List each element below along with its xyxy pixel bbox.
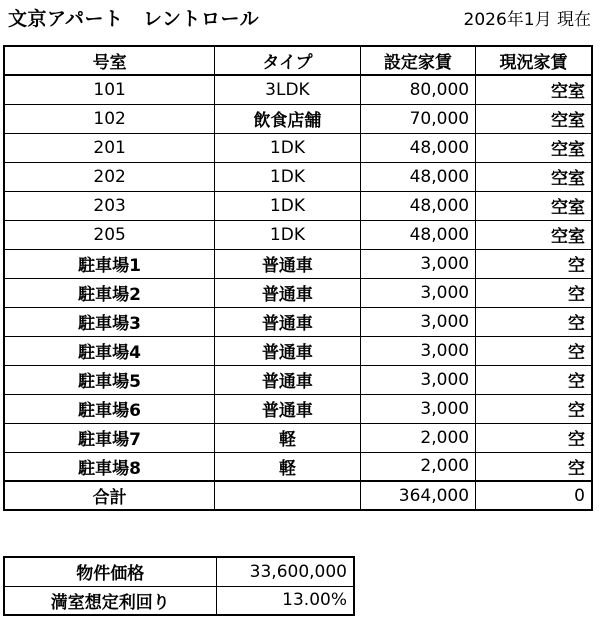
room-cell: 駐車場3 [4, 307, 215, 336]
property-price-label: 物件価格 [4, 557, 216, 586]
room-cell: 駐車場4 [4, 336, 215, 365]
table-row [4, 75, 592, 104]
set-rent-cell: 48,000 [360, 191, 475, 220]
total-label: 合計 [4, 481, 215, 510]
room-cell: 駐車場6 [4, 394, 215, 423]
set-rent-cell: 3,000 [360, 278, 475, 307]
current-rent-cell: 空室 [476, 162, 592, 191]
table-row [4, 307, 592, 336]
current-rent-cell: 空 [476, 336, 592, 365]
table-row [4, 278, 592, 307]
set-rent-cell: 3,000 [360, 365, 475, 394]
column-header-current-rent: 現況家賃 [476, 46, 592, 75]
total-type-cell [215, 481, 360, 510]
set-rent-cell: 48,000 [360, 162, 475, 191]
type-cell: 1DK [215, 133, 360, 162]
type-cell: 飲食店舗 [215, 104, 360, 133]
current-rent-cell: 空 [476, 307, 592, 336]
table-row [4, 365, 592, 394]
type-cell: 普通車 [215, 307, 360, 336]
type-cell: 普通車 [215, 249, 360, 278]
type-cell: 普通車 [215, 365, 360, 394]
room-cell: 駐車場8 [4, 452, 215, 481]
set-rent-cell: 48,000 [360, 133, 475, 162]
column-header-type: タイプ [215, 46, 360, 75]
room-cell: 202 [4, 162, 215, 191]
document-title: 文京アパート レントロール [8, 8, 260, 30]
set-rent-cell: 80,000 [360, 75, 475, 104]
table-header-row [4, 46, 592, 75]
table-row [4, 133, 592, 162]
current-rent-cell: 空 [476, 394, 592, 423]
type-cell: 1DK [215, 220, 360, 249]
current-rent-cell: 空室 [476, 133, 592, 162]
current-rent-cell: 空 [476, 365, 592, 394]
set-rent-cell: 2,000 [360, 452, 475, 481]
type-cell: 軽 [215, 452, 360, 481]
full-occupancy-yield-value: 13.00% [216, 586, 354, 615]
table-row [4, 394, 592, 423]
set-rent-cell: 48,000 [360, 220, 475, 249]
rent-roll-table [3, 45, 593, 511]
table-row [4, 336, 592, 365]
type-cell: 1DK [215, 162, 360, 191]
room-cell: 201 [4, 133, 215, 162]
full-occupancy-yield-label: 満室想定利回り [4, 586, 216, 615]
current-rent-cell: 空 [476, 278, 592, 307]
room-cell: 102 [4, 104, 215, 133]
set-rent-cell: 3,000 [360, 394, 475, 423]
room-cell: 203 [4, 191, 215, 220]
summary-row-price [4, 557, 354, 586]
table-row [4, 104, 592, 133]
table-row [4, 249, 592, 278]
room-cell: 駐車場5 [4, 365, 215, 394]
current-rent-cell: 空 [476, 452, 592, 481]
property-price-value: 33,600,000 [216, 557, 354, 586]
table-row [4, 423, 592, 452]
table-row [4, 191, 592, 220]
current-rent-cell: 空 [476, 423, 592, 452]
set-rent-cell: 3,000 [360, 336, 475, 365]
rent-roll-body [4, 75, 592, 510]
table-row [4, 220, 592, 249]
room-cell: 駐車場1 [4, 249, 215, 278]
type-cell: 3LDK [215, 75, 360, 104]
current-rent-cell: 空室 [476, 75, 592, 104]
current-rent-cell: 空 [476, 249, 592, 278]
type-cell: 普通車 [215, 278, 360, 307]
column-header-set-rent: 設定家賃 [360, 46, 475, 75]
summary-row-yield [4, 586, 354, 615]
room-cell: 205 [4, 220, 215, 249]
current-rent-cell: 空室 [476, 104, 592, 133]
type-cell: 1DK [215, 191, 360, 220]
column-header-room: 号室 [4, 46, 215, 75]
set-rent-cell: 2,000 [360, 423, 475, 452]
summary-table [3, 556, 355, 616]
total-row [4, 481, 592, 510]
table-row [4, 452, 592, 481]
as-of-date: 2026年1月 現在 [463, 10, 591, 30]
table-row [4, 162, 592, 191]
set-rent-cell: 70,000 [360, 104, 475, 133]
total-set-rent: 364,000 [360, 481, 475, 510]
set-rent-cell: 3,000 [360, 307, 475, 336]
current-rent-cell: 空室 [476, 191, 592, 220]
room-cell: 駐車場2 [4, 278, 215, 307]
type-cell: 普通車 [215, 336, 360, 365]
total-current-rent: 0 [476, 481, 592, 510]
type-cell: 軽 [215, 423, 360, 452]
current-rent-cell: 空室 [476, 220, 592, 249]
room-cell: 101 [4, 75, 215, 104]
type-cell: 普通車 [215, 394, 360, 423]
set-rent-cell: 3,000 [360, 249, 475, 278]
room-cell: 駐車場7 [4, 423, 215, 452]
